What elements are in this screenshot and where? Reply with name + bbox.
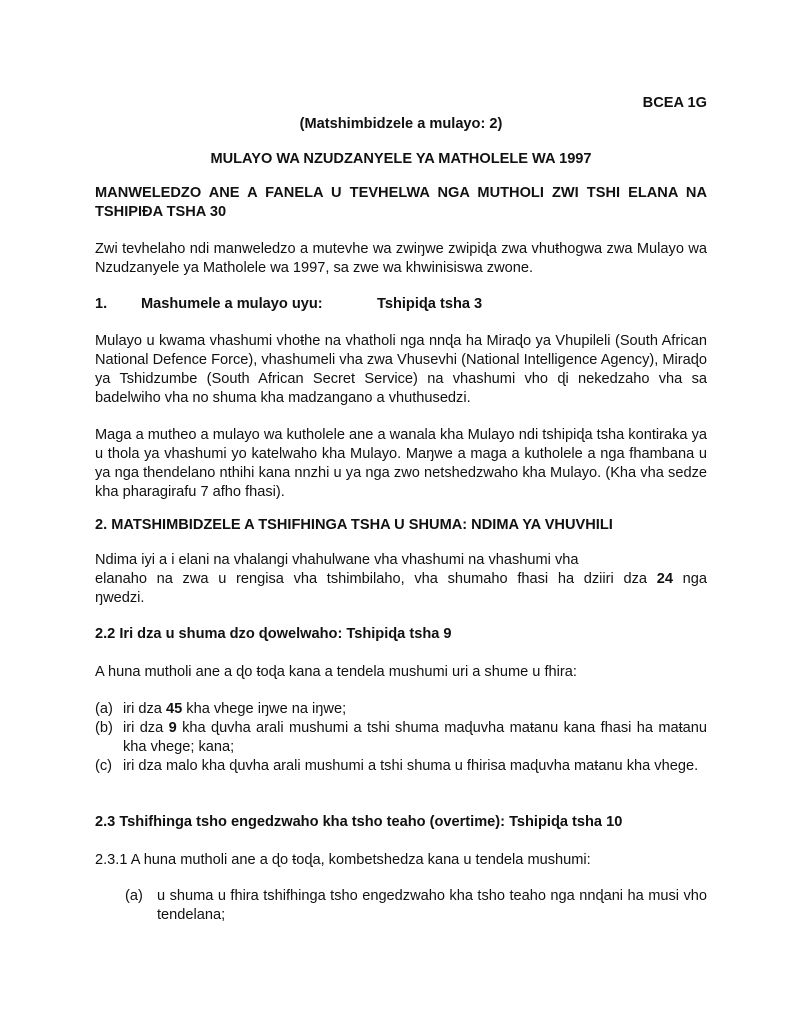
section-2-2-lead: A huna mutholi ane a ɖo ŧoɖa kana a tendela mushumi uri a shume u fhira: bbox=[95, 664, 577, 680]
intro-paragraph: Zwi tevhelaho ndi manweledzo a mutevhe wa zwiŋwe zwipiɖa zwa vhuŧhogwa zwa Mulayo wa Nzudzanyele ya Matholele wa 1997, sa zwe wa khwinisiswa zwone. bbox=[95, 241, 707, 276]
list-item-label: (b) bbox=[95, 720, 113, 736]
list-item bbox=[95, 719, 707, 757]
document-code: BCEA 1G bbox=[642, 95, 707, 111]
section-2-3-1-lead: 2.3.1 A huna mutholi ane a ɖo ŧoɖa, kombetshedza kana u tendela mushumi: bbox=[95, 852, 591, 868]
section-1-number: 1. bbox=[95, 296, 108, 312]
section-2-hours: 24 bbox=[656, 571, 673, 587]
section-2-line-2-end: nga bbox=[682, 571, 707, 587]
section-1-heading bbox=[95, 295, 707, 314]
list-item-text: iri dza 45 kha vhege iŋwe na iŋwe; bbox=[123, 701, 347, 717]
section-2-line-1: Ndima iyi a i elani na vhalangi vhahulwane vha vhashumi na vhashumi vha bbox=[95, 552, 579, 568]
section-1-ref: Tshipiɖa tsha 3 bbox=[377, 296, 483, 312]
document-subtitle: (Matshimbidzele a mulayo: 2) bbox=[299, 116, 503, 132]
summary-heading: MANWELEDZO ANE A FANELA U TEVHELWA NGA MUTHOLI ZWI TSHI ELANA NA TSHIPIƉA TSHA 30 bbox=[95, 185, 707, 220]
section-2-3-heading: 2.3 Tshifhinga tsho engedzwaho kha tsho teaho (overtime): Tshipiɖa tsha 10 bbox=[95, 814, 623, 830]
list-item-label: (a) bbox=[125, 888, 143, 904]
list-item-text: iri dza 9 kha ɖuvha arali mushumi a tshi shuma maɖuvha maŧanu kana fhasi ha maŧanu kha vhege; kana; bbox=[123, 720, 708, 755]
section-1-paragraph-1: Mulayo u kwama vhashumi vhoŧhe na vhatholi nga nnɖa ha Miraɖo ya Vhupileli (South African National Defence Force), vhashumeli vha zwa Vhusevhi (National Intelligence Agency), Miraɖo ya Tshidzumbe (South African Secret Service) na vhashumi vho ɖi nekedzaho vha sa badelwiho vha no shuma kha madzangano a vhuthusedzi. bbox=[95, 333, 707, 406]
list-item bbox=[95, 700, 707, 719]
list-item bbox=[125, 887, 707, 925]
list-item-text: iri dza malo kha ɖuvha arali mushumi a tshi shuma u fhirisa maɖuvha maŧanu kha vhege. bbox=[123, 758, 699, 774]
document-title: MULAYO WA NZUDZANYELE YA MATHOLELE WA 1997 bbox=[210, 151, 592, 167]
list-item bbox=[95, 757, 707, 776]
section-2-line-3: ŋwedzi. bbox=[95, 590, 145, 606]
list-item-label: (a) bbox=[95, 701, 113, 717]
section-2-line-2 bbox=[95, 570, 707, 589]
list-item-label: (c) bbox=[95, 758, 113, 774]
section-2-2-heading: 2.2 Iri dza u shuma dzo ɖowelwaho: Tshipiɖa tsha 9 bbox=[95, 626, 452, 642]
section-2-heading: 2. MATSHIMBIDZELE A TSHIFHINGA TSHA U SHUMA: NDIMA YA VHUVHILI bbox=[95, 517, 613, 533]
section-2-line-2-start: elanaho na zwa u rengisa vha tshimbilaho, vha shumaho fhasi ha dziiri dza bbox=[95, 571, 647, 587]
section-1-title: Mashumele a mulayo uyu: bbox=[141, 296, 323, 312]
list-item-text: u shuma u fhira tshifhinga tsho engedzwaho kha tsho teaho nga nnɖani ha musi vho tendelana; bbox=[157, 888, 707, 923]
section-1-paragraph-2: Maga a mutheo a mulayo wa kutholele ane a wanala kha Mulayo ndi tshipiɖa tsha kontiraka ya u thola ya vhashumi yo katelwaho kha Mulayo. Maŋwe a maga a kutholele a nga fhambana u ya nga thendelano nthihi kana nnzhi u ya nga zwo netshedzwaho kha Mulayo. (Kha vha sedze kha pharagirafu 7 afho fhasi). bbox=[95, 427, 707, 500]
